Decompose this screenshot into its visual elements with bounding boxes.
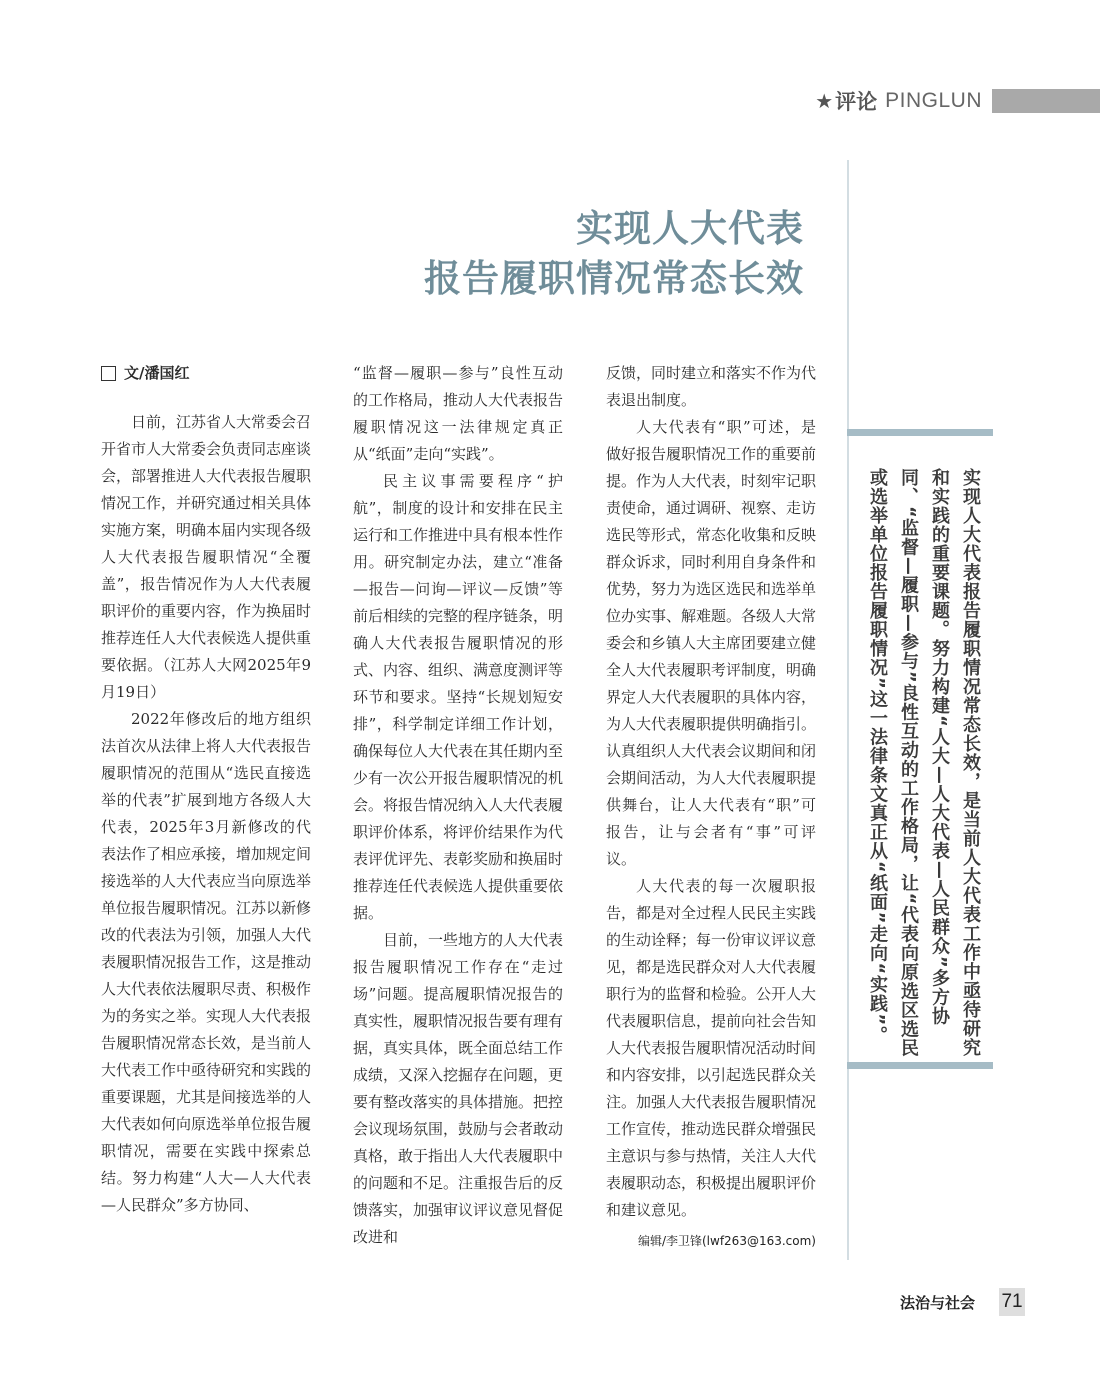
byline-text: 文/潘国红: [124, 364, 190, 382]
editor-note: 编辑/李卫锋(lwf263@163.com): [637, 1234, 816, 1248]
paragraph: 人大代表的每一次履职报告，都是对全过程人民民主实践的生动诠释；每一份审议评议意见，都是选民群众对人大代表履职行为的监督和检验。公开人大代表履职信息，提前向社会告知人大代表报告履职情况活动时间和内容安排，以引起选民群众关注。加强人大代表报告履职情况工作宣传，推动选民群众增强民主意识与参与热情，关注人大代表履职动态，积极提出履职评价和建议意见。: [606, 877, 817, 1219]
byline-square-icon: [101, 366, 116, 381]
vertical-divider: [847, 160, 849, 1260]
text-column-2: [353, 360, 563, 1251]
paragraph: 目前，一些地方的人大代表报告履职情况工作存在“走过场”问题。提高履职情况报告的真实性，履职情况报告要有理有据，真实具体，既全面总结工作成绩，又深入挖掘存在问题，更要有整改落实的具体措施。把控会议现场氛围，鼓励与会者敢动真格，敢于指出人大代表履职中的问题和不足。注重报告后的反馈落实，加强审议评议意见督促改进和: [353, 931, 564, 1246]
paragraph: 人大代表有“职”可述，是做好报告履职情况工作的重要前提。作为人大代表，时刻牢记职责使命，通过调研、视察、走访选民等形式，常态化收集和反映群众诉求，同时利用自身条件和优势，努力为选区选民和选举单位办实事、解难题。各级人大常委会和乡镇人大主席团要建立健全人大代表履职考评制度，明确界定人大代表履职的具体内容，为人大代表履职提供明确指引。认真组织人大代表会议期间和闭会期间活动，为人大代表履职提供舞台，让人大代表有“职”可报告，让与会者有“事”可评议。: [606, 418, 817, 868]
page-footer: [900, 1288, 1025, 1316]
section-label-en: PINGLUN: [885, 89, 982, 112]
section-tag-bar: [992, 89, 1100, 113]
magazine-name: 法治与社会: [900, 1293, 976, 1312]
article-title-line-2: 报告履职情况常态长效: [424, 257, 804, 300]
byline: [101, 360, 311, 387]
pull-quote: 实现人大代表报告履职情况常态长效，是当前人大代表工作中亟待研究和实践的重要课题。努力构建“人大—人大代表—人民群众”多方协同、“监督—履职—参与”良性互动的工作格局，让“代表向原选区选民或选举单位报告履职情况”这一法律条文真正从“纸面”走向“实践”。: [867, 468, 981, 1058]
pull-quote-top-bar: [847, 429, 993, 436]
paragraph: 民主议事需要程序“护航”，制度的设计和安排在民主运行和工作推进中具有根本性作用。研究制定办法，建立“准备—报告—问询—评议—反馈”等前后相续的完整的程序链条，明确人大代表报告履职情况的形式、内容、组织、满意度测评等环节和要求。坚持“长规划短安排”，科学制定详细工作计划，确保每位人大代表在其任期内至少有一次公开报告履职情况的机会。将报告情况纳入人大代表履职评价体系，将评价结果作为代表评优评先、表彰奖励和换届时推荐连任代表候选人提供重要依据。: [353, 472, 564, 922]
paragraph: “监督—履职—参与”良性互动的工作格局，推动人大代表报告履职情况这一法律规定真正从“纸面”走向“实践”。: [353, 364, 564, 463]
paragraph: 反馈，同时建立和落实不作为代表退出制度。: [606, 364, 817, 409]
pull-quote-bottom-bar: [847, 1062, 993, 1069]
section-tag: [815, 88, 1100, 114]
star-icon: ★: [815, 89, 834, 113]
paragraph: 2022年修改后的地方组织法首次从法律上将人大代表报告履职情况的范围从“选民直接选举的代表”扩展到地方各级人大代表，2025年3月新修改的代表法作了相应承接，增加规定间接选举的人大代表应当向原选举单位报告履职情况。江苏以新修改的代表法为引领，加强人大代表履职情况报告工作，这是推动人大代表依法履职尽责、积极作为的务实之举。实现人大代表报告履职情况常态长效，是当前人大代表工作中亟待研究和实践的重要课题，尤其是间接选举的人大代表如何向原选举单位报告履职情况，需要在实践中探索总结。努力构建“人大—人大代表—人民群众”多方协同、: [101, 710, 312, 1214]
paragraph: 日前，江苏省人大常委会召开省市人大常委会负责同志座谈会，部署推进人大代表报告履职情况工作，并研究通过相关具体实施方案，明确本届内实现各级人大代表报告履职情况“全覆盖”，报告情况作为人大代表履职评价的重要内容，作为换届时推荐连任人大代表候选人提供重要依据。（江苏人大网2025年9月19日）: [101, 413, 312, 701]
text-column-1: [101, 360, 311, 1219]
section-label-cn: 评论: [835, 90, 878, 114]
text-column-3: [606, 360, 816, 1255]
page-number: 71: [999, 1288, 1025, 1316]
article-title-line-1: 实现人大代表: [576, 207, 804, 250]
